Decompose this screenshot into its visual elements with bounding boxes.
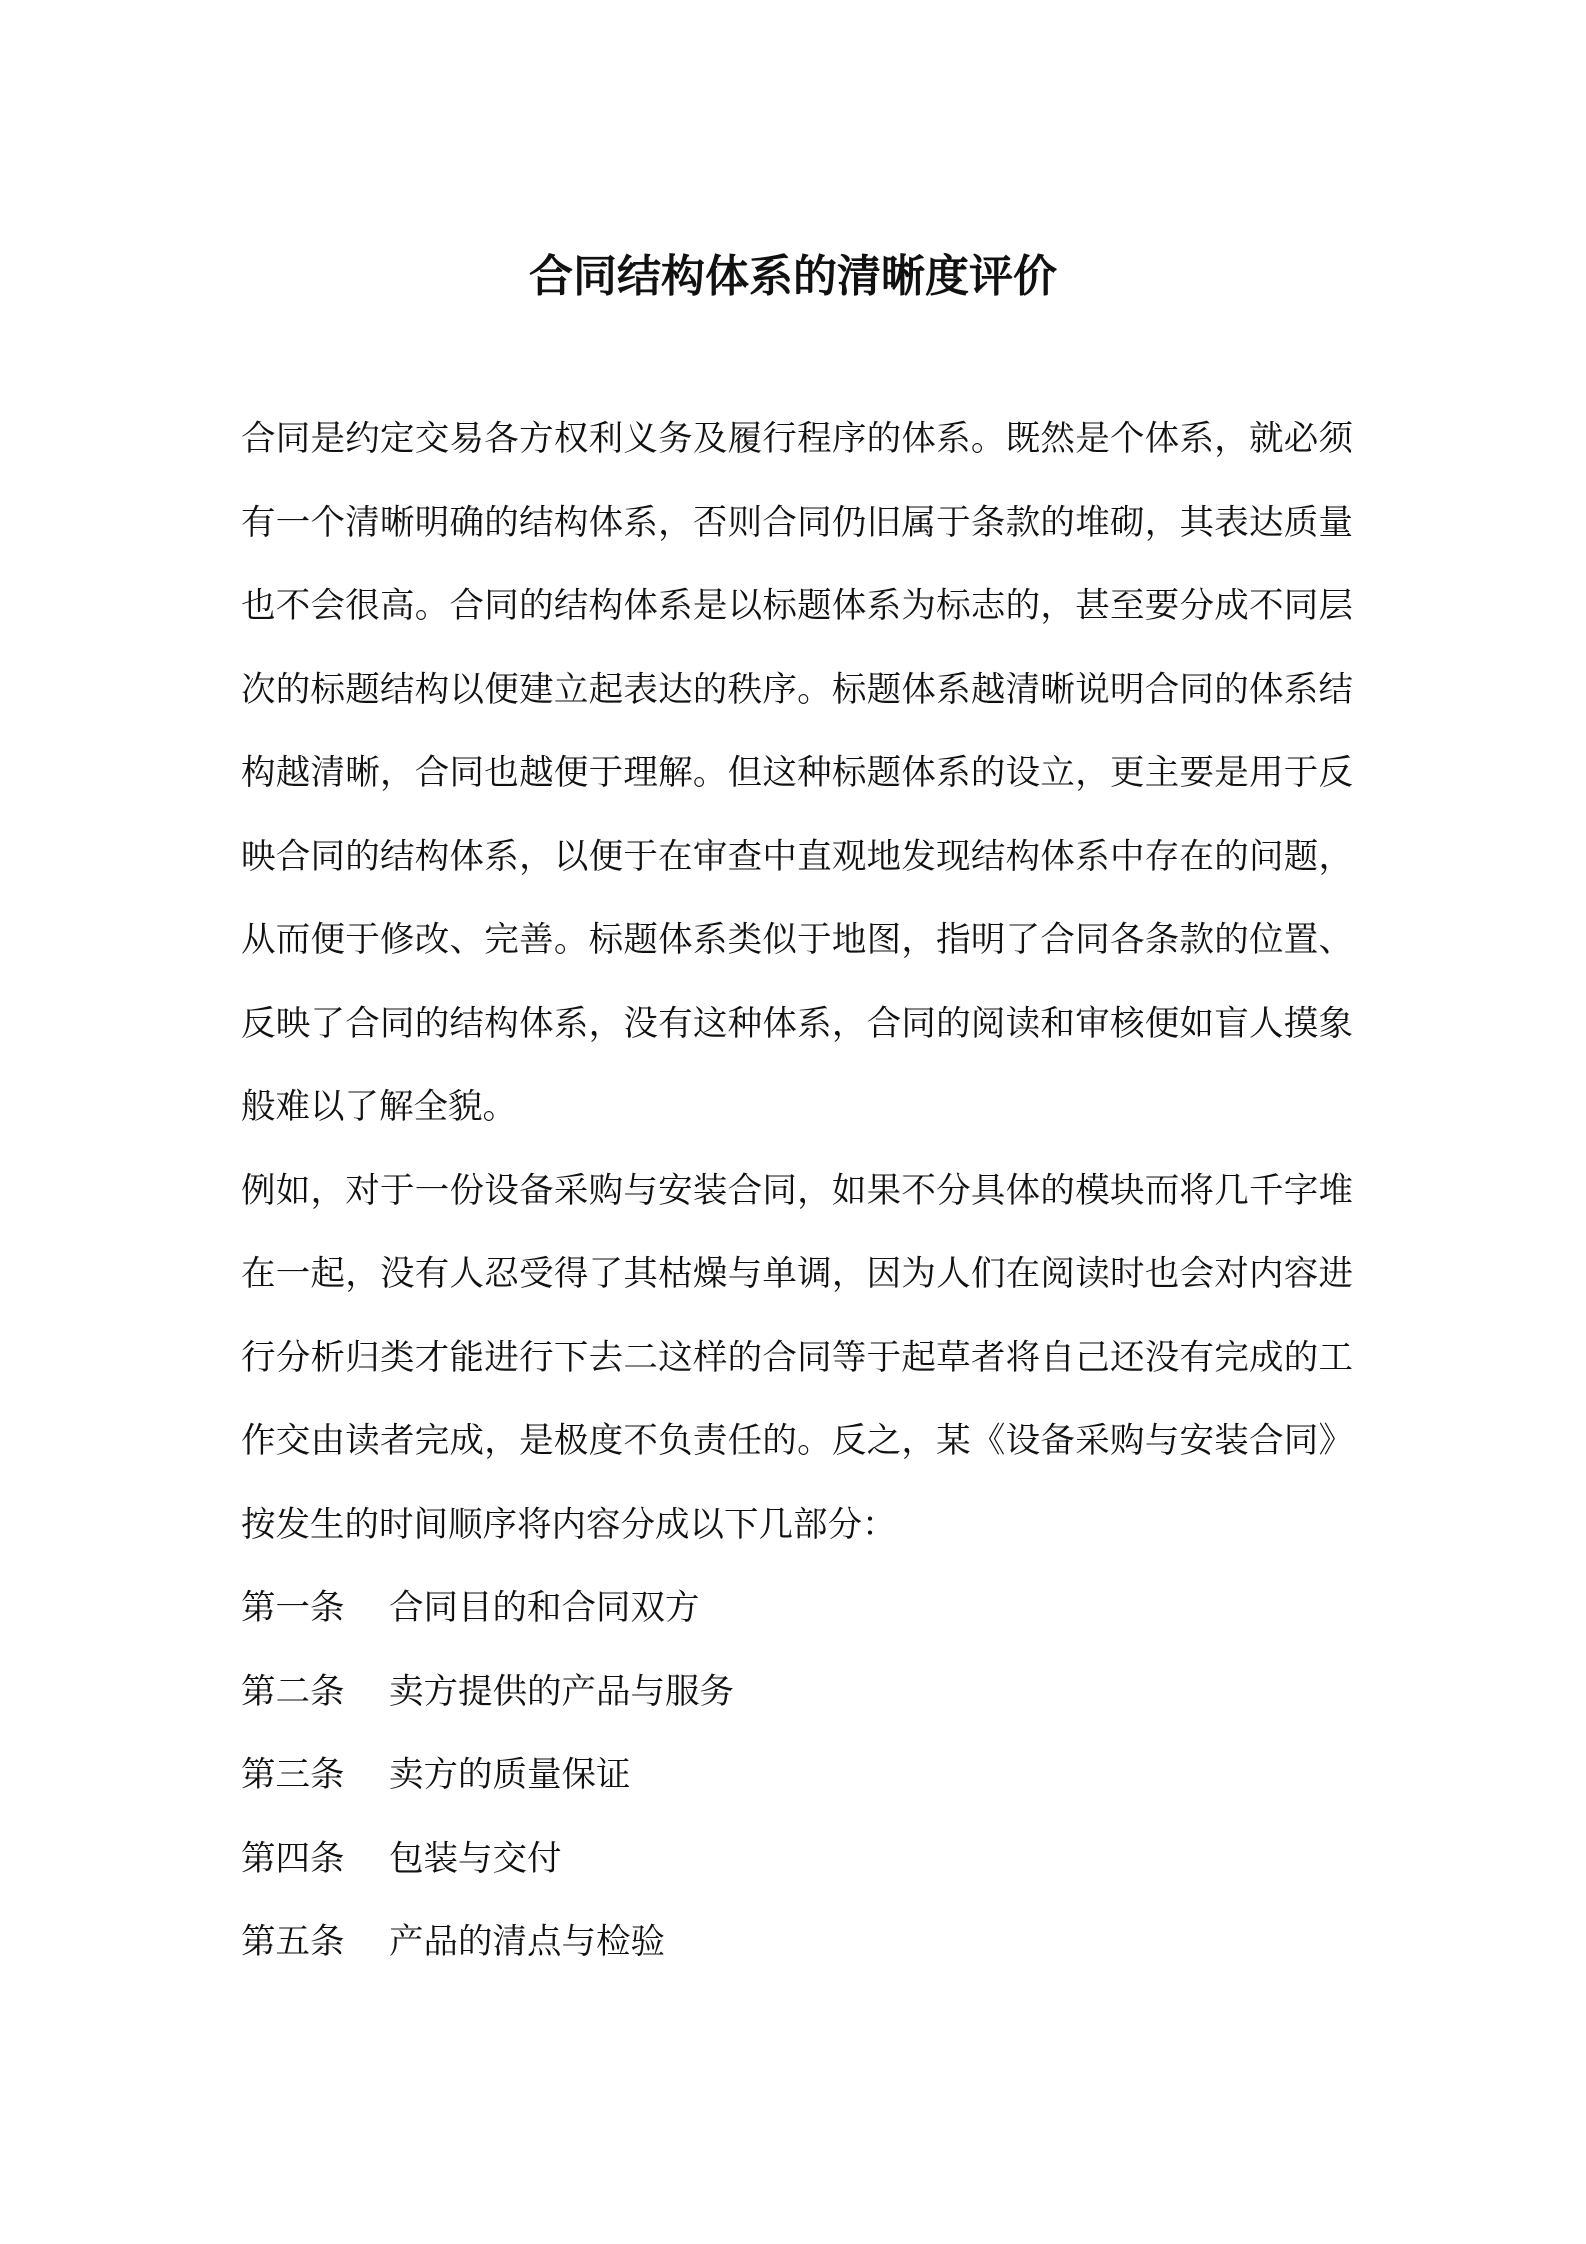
clause-number: 第四条 — [241, 1838, 345, 1879]
clause-item — [241, 1567, 1353, 1651]
clause-title: 合同目的和合同双方 — [389, 1588, 700, 1628]
clause-title: 卖方的质量保证 — [389, 1755, 631, 1795]
clause-item — [241, 1818, 1353, 1902]
paragraph-structure-system: 合同是约定交易各方权利义务及履行程序的体系。既然是个体系，就必须有一个清晰明确的结构体系，否则合同仍旧属于条款的堆砌，其表达质量也不会很高。合同的结构体系是以标题体系为标志的，甚至要分成不同层次的标题结构以便建立起表达的秩序。标题体系越清晰说明合同的体系结构越清晰，合同也越便于理解。但这种标题体系的设立，更主要是用于反映合同的结构体系，以便于在审查中直观地发现结构体系中存在的问题，从而便于修改、完善。标题体系类似于地图，指明了合同各条款的位置、反映了合同的结构体系，没有这种体系，合同的阅读和审核便如盲人摸象般难以了解全貌。 — [241, 419, 1353, 1127]
clause-item — [241, 1651, 1353, 1735]
clause-number: 第二条 — [241, 1671, 345, 1712]
clause-title: 包装与交付 — [389, 1838, 562, 1879]
clause-title: 卖方提供的产品与服务 — [389, 1671, 734, 1712]
clause-item — [241, 1734, 1353, 1818]
clause-title: 产品的清点与检验 — [389, 1922, 665, 1962]
paragraph-example: 例如，对于一份设备采购与安装合同，如果不分具体的模块而将几千字堆在一起，没有人忍受得了其枯燥与单调，因为人们在阅读时也会对内容进行分析归类才能进行下去二这样的合同等于起草者将自己还没有完成的工作交由读者完成，是极度不负责任的。反之，某《设备采购与安装合同》按发生的时间顺序将内容分成以下几部分： — [241, 1170, 1353, 1545]
document-title: 合同结构体系的清晰度评价 — [529, 251, 1057, 303]
clause-number: 第三条 — [241, 1755, 345, 1795]
clause-item — [241, 1901, 1353, 1985]
clause-number: 第五条 — [241, 1922, 345, 1962]
document-body — [241, 398, 1353, 1985]
clause-number: 第一条 — [241, 1588, 345, 1628]
clause-list — [241, 1567, 1353, 1985]
